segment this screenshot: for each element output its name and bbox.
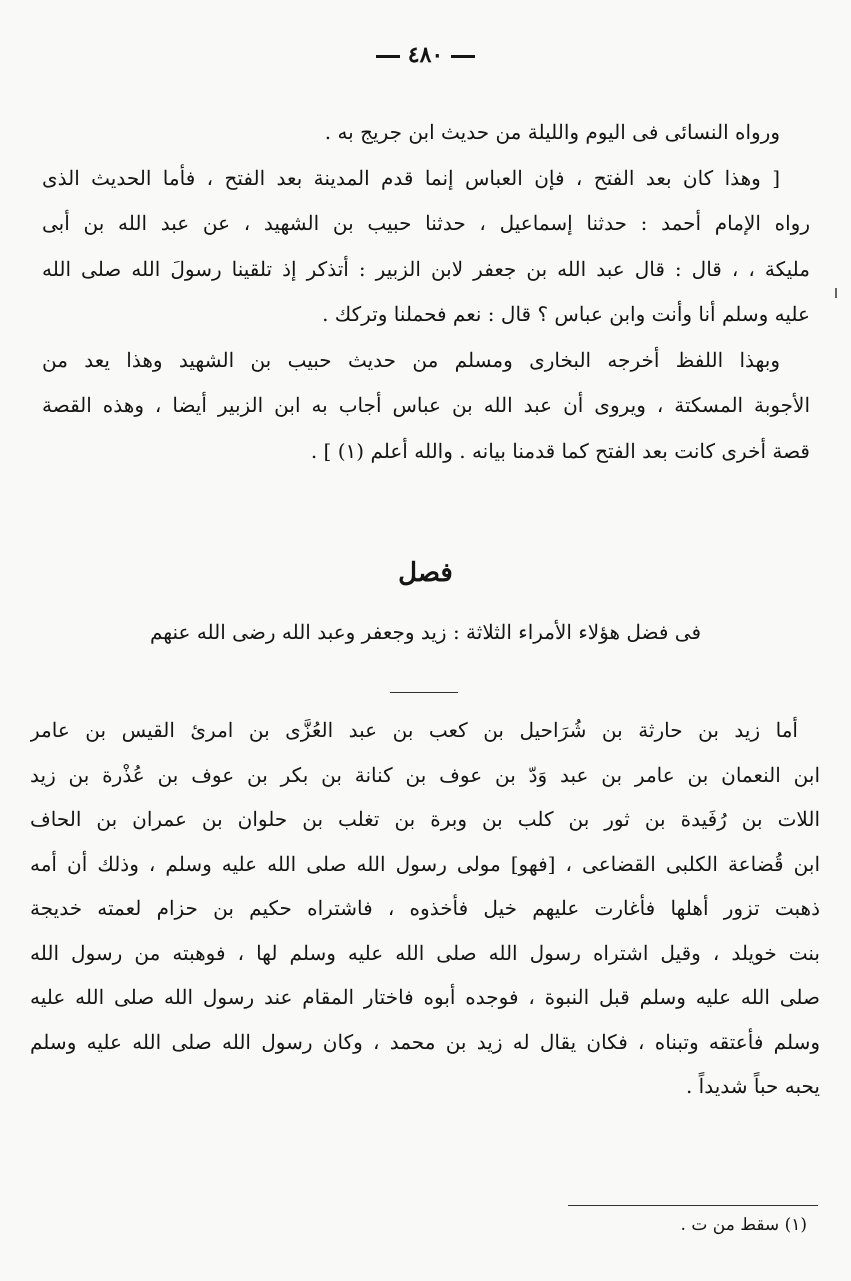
- page-number: ٤٨٠: [407, 42, 444, 68]
- text-line: اللات بن رُفَيدة بن ثور بن كلب بن وبرة بن تغلب بن حلوان بن عمران بن الحاف: [30, 807, 820, 831]
- text-line: ذهبت تزور أهلها فأغارت عليهم خيل فأخذوه ، فاشتراه حكيم بن حزام لعمته خديجة: [30, 896, 820, 920]
- text-line: قصة أخرى كانت بعد الفتح كما قدمنا بيانه . والله أعلم (١) ] .: [310, 438, 810, 463]
- dash-right: [451, 55, 475, 58]
- margin-mark: [835, 288, 837, 298]
- section-divider: [390, 692, 458, 693]
- footnote: (١) سقط من ت .: [680, 1215, 807, 1235]
- text-line: ورواه النسائى فى اليوم والليلة من حديث ابن جريج به .: [324, 120, 780, 144]
- page-number-header: [0, 42, 851, 68]
- text-line: وسلم فأعتقه وتبناه ، فكان يقال له زيد بن محمد ، وكان رسول الله صلى الله عليه وسلم: [30, 1029, 820, 1054]
- text-line: صلى الله عليه وسلم قبل النبوة ، فوجده أبوه فاختار المقام عند رسول الله صلى الله عليه: [30, 985, 820, 1009]
- top-paragraphs: [42, 110, 810, 474]
- text-line: وبهذا اللفظ أخرجه البخارى ومسلم من حديث حبيب بن الشهيد وهذا يعد من: [42, 347, 780, 372]
- footnote-divider: [568, 1205, 818, 1206]
- text-line: [ وهذا كان بعد الفتح ، فإن العباس إنما قدم المدينة بعد الفتح ، فأما الحديث الذى: [42, 165, 780, 190]
- text-line: رواه الإمام أحمد : حدثنا إسماعيل ، حدثنا حبيب بن الشهيد ، عن عبد الله بن أبى: [42, 211, 810, 235]
- text-line: ابن النعمان بن عامر بن عبد وَدّ بن عوف بن كنانة بن بكر بن عوف بن عُذْرة بن زيد: [30, 762, 820, 787]
- section-title-text: فصل: [398, 558, 453, 588]
- dash-left: [376, 55, 400, 58]
- bottom-paragraphs: [30, 708, 820, 1109]
- text-line: عليه وسلم أنا وأنت وابن عباس ؟ قال : نعم فحملنا وتركك .: [322, 302, 810, 326]
- text-line: يحبه حباً شديداً .: [685, 1074, 820, 1098]
- text-line: ابن قُضاعة الكلبى القضاعى ، [فهو] مولى رسول الله صلى الله عليه وسلم ، وذلك أن أمه: [30, 851, 820, 876]
- text-line: أما زيد بن حارثة بن شُرَاحيل بن كعب بن عبد العُزَّى بن امرئ القيس بن عامر: [30, 718, 798, 742]
- text-line: مليكة ، ، قال : قال عبد الله بن جعفر لابن الزبير : أتذكر إذ تلقينا رسولَ الله صلى الله: [42, 256, 810, 281]
- section-subtitle: فى فضل هؤلاء الأمراء الثلاثة : زيد وجعفر وعبد الله رضى الله عنهم: [149, 620, 702, 644]
- section-title: [0, 558, 851, 588]
- text-line: بنت خويلد ، وقيل اشتراه رسول الله صلى الله عليه وسلم لها ، فوهبته من رسول الله: [30, 940, 820, 965]
- text-line: الأجوبة المسكتة ، ويروى أن عبد الله بن عباس أجاب به ابن الزبير أيضا ، وهذه القصة: [42, 393, 810, 417]
